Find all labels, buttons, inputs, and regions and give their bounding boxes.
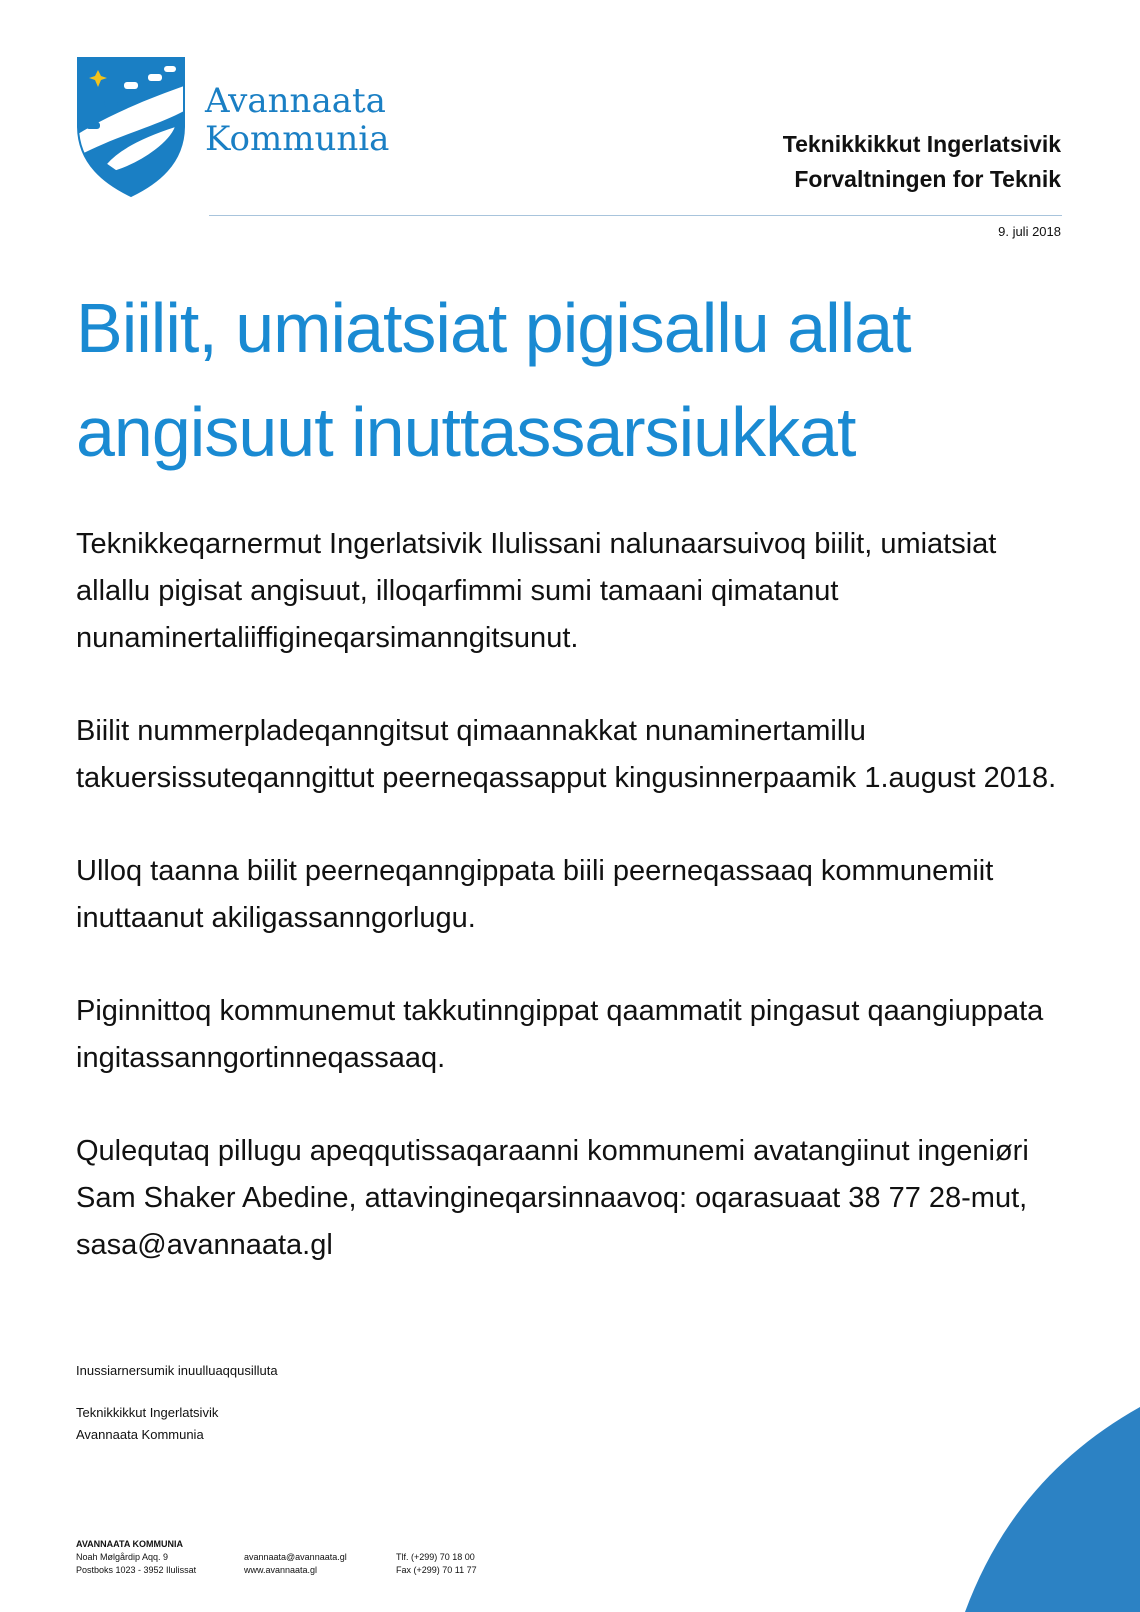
department-name-danish: Forvaltningen for Teknik [794, 166, 1061, 192]
corner-decoration [890, 1407, 1140, 1612]
header-divider [209, 215, 1062, 216]
sender-department: Teknikkikkut Ingerlatsivik [76, 1405, 219, 1420]
footer-web: www.avannaata.gl [244, 1565, 318, 1575]
body-text [76, 521, 1076, 1315]
footer-email: avannaata@avannaata.gl [244, 1552, 347, 1562]
footer-phone: Tlf. (+299) 70 18 00 [396, 1552, 475, 1562]
closing-block [76, 1360, 278, 1446]
document-date: 9. juli 2018 [998, 224, 1061, 239]
department-heading [783, 127, 1061, 197]
footer-org: AVANNAATA KOMMUNIA [76, 1539, 183, 1549]
footer-address-line2: Postboks 1023 - 3952 Ilulissat [76, 1565, 197, 1575]
paragraph-1: Teknikkeqarnermut Ingerlatsivik Ilulissani nalunaarsuivoq biilit, umiatsiat allallu pigisat angisuut, illoqarfimmi sumi tamaani qimatanut nunaminertaliiffigineqarsimanngitsunut. [76, 528, 997, 654]
coat-of-arms-logo [76, 56, 188, 198]
footer-contact [244, 1538, 396, 1577]
footer-fax: Fax (+299) 70 11 77 [396, 1565, 477, 1575]
department-name-greenlandic: Teknikkikkut Ingerlatsivik [782, 131, 1061, 157]
closing-greeting: Inussiarnersumik inuulluaqqusilluta [76, 1363, 278, 1378]
footer-address-line1: Noah Mølgårdip Aqq. 9 [76, 1552, 169, 1562]
logo-text-line1: Avannaata [205, 81, 386, 121]
paragraph-2: Biilit nummerpladeqanngitsut qimaannakkat nunaminertamillu takuersissuteqanngittut peerneqassapput kingusinnerpaamik 1.august 2018. [76, 715, 1057, 794]
paragraph-3: Ulloq taanna biilit peerneqanngippata biili peerneqassaaq kommunemiit inuttaanut akiligassanngorlugu. [76, 855, 994, 934]
title-line-2: angisuut inuttassarsiukkat [76, 393, 856, 471]
title-line-1: Biilit, umiatsiat pigisallu allat [76, 289, 911, 367]
page-title [76, 276, 1076, 484]
footer [76, 1538, 477, 1577]
sender-municipality: Avannaata Kommunia [76, 1427, 204, 1442]
logo-wordmark [205, 82, 389, 158]
footer-phone-block [396, 1538, 477, 1577]
footer-address [76, 1538, 244, 1577]
logo-text-line2: Kommunia [205, 119, 390, 159]
paragraph-4: Piginnittoq kommunemut takkutinngippat qaammatit pingasut qaangiuppata ingitassanngortinneqassaaq. [76, 995, 1044, 1074]
paragraph-5: Qulequtaq pillugu apeqqutissaqaraanni kommunemi avatangiinut ingeniøri Sam Shaker Abedine, attavingineqarsinnaavoq: oqarasuaat 38 77 28-mut, sasa@avannaata.gl [76, 1135, 1029, 1261]
